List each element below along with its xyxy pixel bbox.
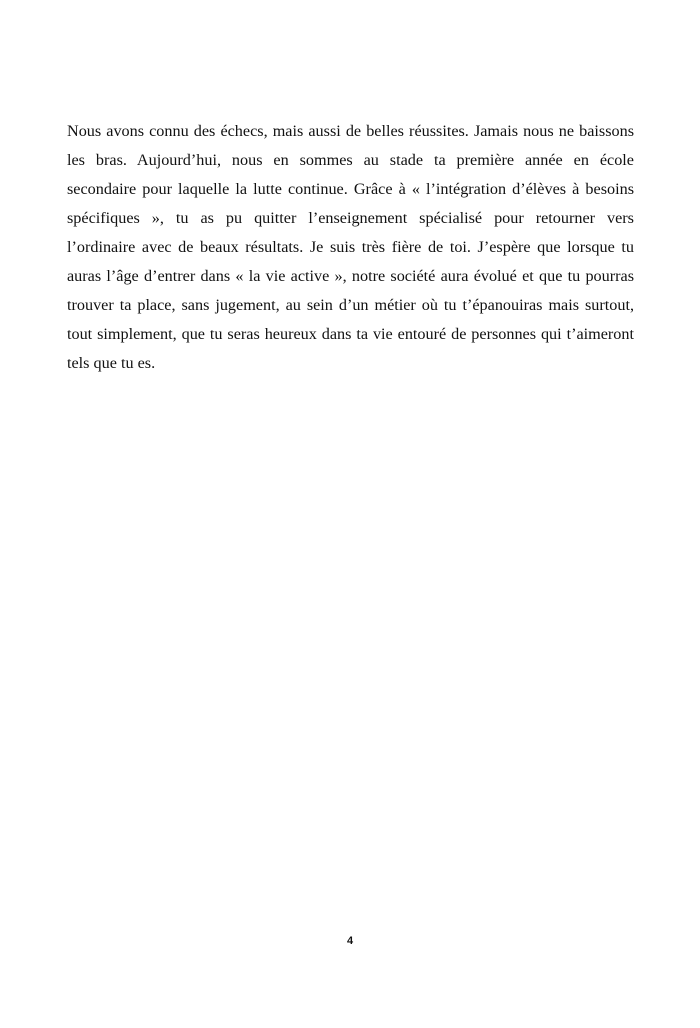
text-line: spécifiques », tu as pu quitter l’enseignement spécialisé pour retourner vers [67, 209, 634, 227]
text-line: secondaire pour laquelle la lutte continue. Grâce à « l’intégration d’élèves à besoins [67, 180, 634, 198]
text-line: auras l’âge d’entrer dans « la vie active », notre société aura évolué et que tu pourras [67, 267, 634, 285]
text-line: trouver ta place, sans jugement, au sein d’un métier où tu t’épanouiras mais surtout, [67, 296, 634, 314]
text-line: Nous avons connu des échecs, mais aussi de belles réussites. Jamais nous ne baissons [67, 122, 634, 140]
text-line: l’ordinaire avec de beaux résultats. Je suis très fière de toi. J’espère que lorsque tu [67, 238, 634, 256]
text-line: les bras. Aujourd’hui, nous en sommes au stade ta première année en école [67, 151, 634, 169]
text-line: tout simplement, que tu seras heureux dans ta vie entouré de personnes qui t’aimeront [67, 325, 634, 343]
body-paragraph [67, 120, 634, 381]
page-number: 4 [346, 935, 354, 947]
text-line: tels que tu es. [67, 354, 156, 372]
